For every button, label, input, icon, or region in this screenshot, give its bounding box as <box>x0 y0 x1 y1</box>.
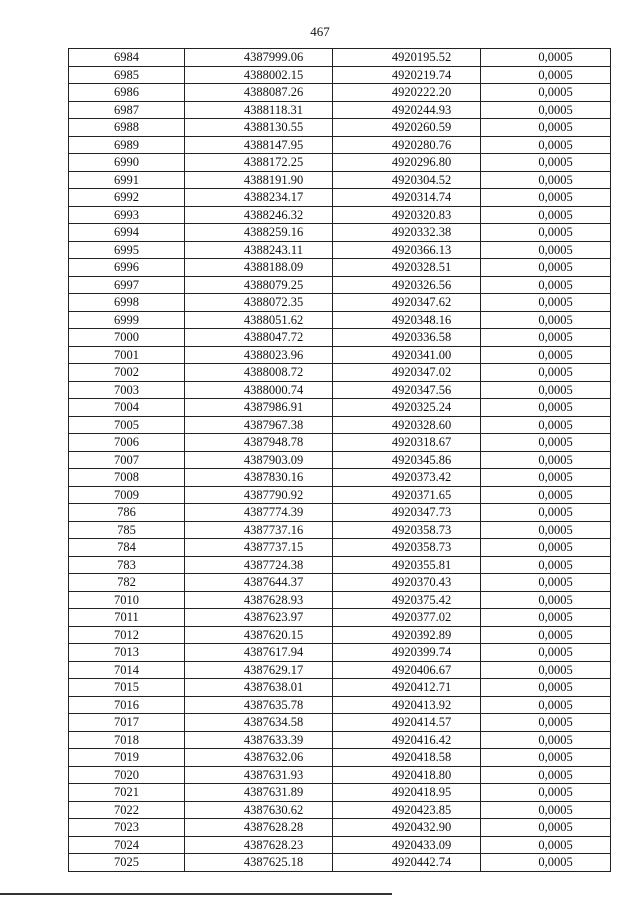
table-row <box>69 696 611 714</box>
y-coordinate-cell: 4920423.85 <box>333 801 481 819</box>
x-coordinate-cell: 4388087.26 <box>185 84 333 102</box>
value-cell: 0,0005 <box>481 626 611 644</box>
y-coordinate-cell: 4920347.73 <box>333 504 481 522</box>
y-coordinate-cell: 4920304.52 <box>333 171 481 189</box>
y-coordinate-cell: 4920328.51 <box>333 259 481 277</box>
x-coordinate-cell: 4388243.11 <box>185 241 333 259</box>
value-cell: 0,0005 <box>481 224 611 242</box>
x-coordinate-cell: 4387790.92 <box>185 486 333 504</box>
x-coordinate-cell: 4388188.09 <box>185 259 333 277</box>
x-coordinate-cell: 4388246.32 <box>185 206 333 224</box>
x-coordinate-cell: 4388147.95 <box>185 136 333 154</box>
point-number-cell: 785 <box>69 521 185 539</box>
point-number-cell: 6989 <box>69 136 185 154</box>
y-coordinate-cell: 4920314.74 <box>333 189 481 207</box>
value-cell: 0,0005 <box>481 259 611 277</box>
point-number-cell: 7022 <box>69 801 185 819</box>
value-cell: 0,0005 <box>481 364 611 382</box>
table-row <box>69 749 611 767</box>
value-cell: 0,0005 <box>481 206 611 224</box>
point-number-cell: 7008 <box>69 469 185 487</box>
table-row <box>69 574 611 592</box>
table-row <box>69 206 611 224</box>
x-coordinate-cell: 4387629.17 <box>185 661 333 679</box>
x-coordinate-cell: 4387986.91 <box>185 399 333 417</box>
table-row <box>69 626 611 644</box>
value-cell: 0,0005 <box>481 609 611 627</box>
y-coordinate-cell: 4920336.58 <box>333 329 481 347</box>
y-coordinate-cell: 4920377.02 <box>333 609 481 627</box>
y-coordinate-cell: 4920392.89 <box>333 626 481 644</box>
y-coordinate-cell: 4920358.73 <box>333 539 481 557</box>
x-coordinate-cell: 4387623.97 <box>185 609 333 627</box>
table-row <box>69 276 611 294</box>
table-row <box>69 259 611 277</box>
x-coordinate-cell: 4388172.25 <box>185 154 333 172</box>
y-coordinate-cell: 4920260.59 <box>333 119 481 137</box>
table-row <box>69 766 611 784</box>
point-number-cell: 786 <box>69 504 185 522</box>
point-number-cell: 7024 <box>69 836 185 854</box>
table-row <box>69 311 611 329</box>
value-cell: 0,0005 <box>481 294 611 312</box>
value-cell: 0,0005 <box>481 451 611 469</box>
point-number-cell: 6990 <box>69 154 185 172</box>
y-coordinate-cell: 4920326.56 <box>333 276 481 294</box>
point-number-cell: 7011 <box>69 609 185 627</box>
table-row <box>69 819 611 837</box>
y-coordinate-cell: 4920355.81 <box>333 556 481 574</box>
x-coordinate-cell: 4387737.15 <box>185 539 333 557</box>
point-number-cell: 7014 <box>69 661 185 679</box>
value-cell: 0,0005 <box>481 661 611 679</box>
y-coordinate-cell: 4920432.90 <box>333 819 481 837</box>
y-coordinate-cell: 4920442.74 <box>333 854 481 872</box>
table-row <box>69 679 611 697</box>
x-coordinate-cell: 4387632.06 <box>185 749 333 767</box>
y-coordinate-cell: 4920195.52 <box>333 49 481 67</box>
table-row <box>69 241 611 259</box>
value-cell: 0,0005 <box>481 539 611 557</box>
y-coordinate-cell: 4920412.71 <box>333 679 481 697</box>
x-coordinate-cell: 4387999.06 <box>185 49 333 67</box>
value-cell: 0,0005 <box>481 819 611 837</box>
value-cell: 0,0005 <box>481 696 611 714</box>
x-coordinate-cell: 4387724.38 <box>185 556 333 574</box>
table-row <box>69 294 611 312</box>
value-cell: 0,0005 <box>481 469 611 487</box>
y-coordinate-cell: 4920399.74 <box>333 644 481 662</box>
y-coordinate-cell: 4920358.73 <box>333 521 481 539</box>
table-row <box>69 451 611 469</box>
y-coordinate-cell: 4920222.20 <box>333 84 481 102</box>
y-coordinate-cell: 4920347.02 <box>333 364 481 382</box>
value-cell: 0,0005 <box>481 556 611 574</box>
x-coordinate-cell: 4387631.93 <box>185 766 333 784</box>
point-number-cell: 6986 <box>69 84 185 102</box>
table-row <box>69 66 611 84</box>
point-number-cell: 7016 <box>69 696 185 714</box>
point-number-cell: 6993 <box>69 206 185 224</box>
value-cell: 0,0005 <box>481 346 611 364</box>
bottom-divider <box>0 893 392 895</box>
value-cell: 0,0005 <box>481 784 611 802</box>
value-cell: 0,0005 <box>481 329 611 347</box>
table-row <box>69 346 611 364</box>
y-coordinate-cell: 4920366.13 <box>333 241 481 259</box>
value-cell: 0,0005 <box>481 504 611 522</box>
coordinates-table-body <box>69 49 611 872</box>
value-cell: 0,0005 <box>481 49 611 67</box>
value-cell: 0,0005 <box>481 644 611 662</box>
table-row <box>69 644 611 662</box>
value-cell: 0,0005 <box>481 731 611 749</box>
table-row <box>69 836 611 854</box>
x-coordinate-cell: 4387628.28 <box>185 819 333 837</box>
point-number-cell: 7010 <box>69 591 185 609</box>
point-number-cell: 6987 <box>69 101 185 119</box>
table-row <box>69 364 611 382</box>
point-number-cell: 7012 <box>69 626 185 644</box>
table-row <box>69 731 611 749</box>
table-row <box>69 556 611 574</box>
point-number-cell: 6992 <box>69 189 185 207</box>
point-number-cell: 7001 <box>69 346 185 364</box>
x-coordinate-cell: 4388047.72 <box>185 329 333 347</box>
value-cell: 0,0005 <box>481 381 611 399</box>
x-coordinate-cell: 4388079.25 <box>185 276 333 294</box>
y-coordinate-cell: 4920406.67 <box>333 661 481 679</box>
point-number-cell: 6995 <box>69 241 185 259</box>
point-number-cell: 7009 <box>69 486 185 504</box>
point-number-cell: 7003 <box>69 381 185 399</box>
point-number-cell: 6985 <box>69 66 185 84</box>
y-coordinate-cell: 4920318.67 <box>333 434 481 452</box>
x-coordinate-cell: 4388008.72 <box>185 364 333 382</box>
point-number-cell: 7013 <box>69 644 185 662</box>
value-cell: 0,0005 <box>481 399 611 417</box>
value-cell: 0,0005 <box>481 84 611 102</box>
table-row <box>69 119 611 137</box>
point-number-cell: 6984 <box>69 49 185 67</box>
point-number-cell: 7015 <box>69 679 185 697</box>
value-cell: 0,0005 <box>481 171 611 189</box>
table-row <box>69 171 611 189</box>
value-cell: 0,0005 <box>481 66 611 84</box>
y-coordinate-cell: 4920347.62 <box>333 294 481 312</box>
y-coordinate-cell: 4920320.83 <box>333 206 481 224</box>
value-cell: 0,0005 <box>481 591 611 609</box>
y-coordinate-cell: 4920375.42 <box>333 591 481 609</box>
x-coordinate-cell: 4388051.62 <box>185 311 333 329</box>
y-coordinate-cell: 4920373.42 <box>333 469 481 487</box>
y-coordinate-cell: 4920418.80 <box>333 766 481 784</box>
x-coordinate-cell: 4387620.15 <box>185 626 333 644</box>
x-coordinate-cell: 4387635.78 <box>185 696 333 714</box>
value-cell: 0,0005 <box>481 119 611 137</box>
y-coordinate-cell: 4920345.86 <box>333 451 481 469</box>
value-cell: 0,0005 <box>481 801 611 819</box>
table-row <box>69 434 611 452</box>
point-number-cell: 784 <box>69 539 185 557</box>
value-cell: 0,0005 <box>481 154 611 172</box>
value-cell: 0,0005 <box>481 101 611 119</box>
value-cell: 0,0005 <box>481 434 611 452</box>
point-number-cell: 6996 <box>69 259 185 277</box>
x-coordinate-cell: 4388259.16 <box>185 224 333 242</box>
y-coordinate-cell: 4920348.16 <box>333 311 481 329</box>
table-row <box>69 854 611 872</box>
table-row <box>69 154 611 172</box>
x-coordinate-cell: 4387628.93 <box>185 591 333 609</box>
x-coordinate-cell: 4387737.16 <box>185 521 333 539</box>
table-row <box>69 101 611 119</box>
x-coordinate-cell: 4387774.39 <box>185 504 333 522</box>
y-coordinate-cell: 4920433.09 <box>333 836 481 854</box>
x-coordinate-cell: 4387633.39 <box>185 731 333 749</box>
table-row <box>69 469 611 487</box>
table-row <box>69 381 611 399</box>
point-number-cell: 7007 <box>69 451 185 469</box>
x-coordinate-cell: 4388130.55 <box>185 119 333 137</box>
table-row <box>69 416 611 434</box>
table-row <box>69 486 611 504</box>
point-number-cell: 7023 <box>69 819 185 837</box>
y-coordinate-cell: 4920418.95 <box>333 784 481 802</box>
y-coordinate-cell: 4920332.38 <box>333 224 481 242</box>
x-coordinate-cell: 4387948.78 <box>185 434 333 452</box>
point-number-cell: 7021 <box>69 784 185 802</box>
table-row <box>69 329 611 347</box>
value-cell: 0,0005 <box>481 136 611 154</box>
value-cell: 0,0005 <box>481 766 611 784</box>
x-coordinate-cell: 4387903.09 <box>185 451 333 469</box>
x-coordinate-cell: 4388000.74 <box>185 381 333 399</box>
point-number-cell: 783 <box>69 556 185 574</box>
x-coordinate-cell: 4388072.35 <box>185 294 333 312</box>
x-coordinate-cell: 4387617.94 <box>185 644 333 662</box>
point-number-cell: 6994 <box>69 224 185 242</box>
y-coordinate-cell: 4920416.42 <box>333 731 481 749</box>
value-cell: 0,0005 <box>481 311 611 329</box>
point-number-cell: 782 <box>69 574 185 592</box>
value-cell: 0,0005 <box>481 416 611 434</box>
table-row <box>69 521 611 539</box>
value-cell: 0,0005 <box>481 189 611 207</box>
y-coordinate-cell: 4920418.58 <box>333 749 481 767</box>
table-row <box>69 661 611 679</box>
x-coordinate-cell: 4387631.89 <box>185 784 333 802</box>
table-row <box>69 539 611 557</box>
x-coordinate-cell: 4387630.62 <box>185 801 333 819</box>
point-number-cell: 6998 <box>69 294 185 312</box>
table-row <box>69 504 611 522</box>
value-cell: 0,0005 <box>481 486 611 504</box>
x-coordinate-cell: 4387644.37 <box>185 574 333 592</box>
table-row <box>69 784 611 802</box>
table-row <box>69 714 611 732</box>
x-coordinate-cell: 4388234.17 <box>185 189 333 207</box>
y-coordinate-cell: 4920244.93 <box>333 101 481 119</box>
page-number: 467 <box>310 24 330 39</box>
value-cell: 0,0005 <box>481 574 611 592</box>
table-row <box>69 609 611 627</box>
y-coordinate-cell: 4920325.24 <box>333 399 481 417</box>
point-number-cell: 6988 <box>69 119 185 137</box>
value-cell: 0,0005 <box>481 521 611 539</box>
value-cell: 0,0005 <box>481 714 611 732</box>
point-number-cell: 6999 <box>69 311 185 329</box>
y-coordinate-cell: 4920280.76 <box>333 136 481 154</box>
point-number-cell: 7002 <box>69 364 185 382</box>
table-row <box>69 224 611 242</box>
point-number-cell: 6991 <box>69 171 185 189</box>
x-coordinate-cell: 4387638.01 <box>185 679 333 697</box>
x-coordinate-cell: 4387830.16 <box>185 469 333 487</box>
point-number-cell: 6997 <box>69 276 185 294</box>
value-cell: 0,0005 <box>481 276 611 294</box>
x-coordinate-cell: 4388191.90 <box>185 171 333 189</box>
x-coordinate-cell: 4388118.31 <box>185 101 333 119</box>
table-row <box>69 591 611 609</box>
point-number-cell: 7019 <box>69 749 185 767</box>
y-coordinate-cell: 4920371.65 <box>333 486 481 504</box>
table-row <box>69 189 611 207</box>
value-cell: 0,0005 <box>481 241 611 259</box>
y-coordinate-cell: 4920413.92 <box>333 696 481 714</box>
value-cell: 0,0005 <box>481 836 611 854</box>
y-coordinate-cell: 4920341.00 <box>333 346 481 364</box>
point-number-cell: 7017 <box>69 714 185 732</box>
table-row <box>69 399 611 417</box>
value-cell: 0,0005 <box>481 679 611 697</box>
x-coordinate-cell: 4388002.15 <box>185 66 333 84</box>
point-number-cell: 7004 <box>69 399 185 417</box>
x-coordinate-cell: 4387634.58 <box>185 714 333 732</box>
point-number-cell: 7000 <box>69 329 185 347</box>
x-coordinate-cell: 4387967.38 <box>185 416 333 434</box>
point-number-cell: 7006 <box>69 434 185 452</box>
y-coordinate-cell: 4920347.56 <box>333 381 481 399</box>
x-coordinate-cell: 4387625.18 <box>185 854 333 872</box>
coordinates-table <box>68 48 611 872</box>
table-row <box>69 49 611 67</box>
x-coordinate-cell: 4388023.96 <box>185 346 333 364</box>
table-row <box>69 136 611 154</box>
point-number-cell: 7020 <box>69 766 185 784</box>
y-coordinate-cell: 4920219.74 <box>333 66 481 84</box>
x-coordinate-cell: 4387628.23 <box>185 836 333 854</box>
point-number-cell: 7018 <box>69 731 185 749</box>
value-cell: 0,0005 <box>481 749 611 767</box>
y-coordinate-cell: 4920296.80 <box>333 154 481 172</box>
y-coordinate-cell: 4920414.57 <box>333 714 481 732</box>
table-row <box>69 84 611 102</box>
value-cell: 0,0005 <box>481 854 611 872</box>
point-number-cell: 7025 <box>69 854 185 872</box>
y-coordinate-cell: 4920328.60 <box>333 416 481 434</box>
y-coordinate-cell: 4920370.43 <box>333 574 481 592</box>
table-row <box>69 801 611 819</box>
point-number-cell: 7005 <box>69 416 185 434</box>
